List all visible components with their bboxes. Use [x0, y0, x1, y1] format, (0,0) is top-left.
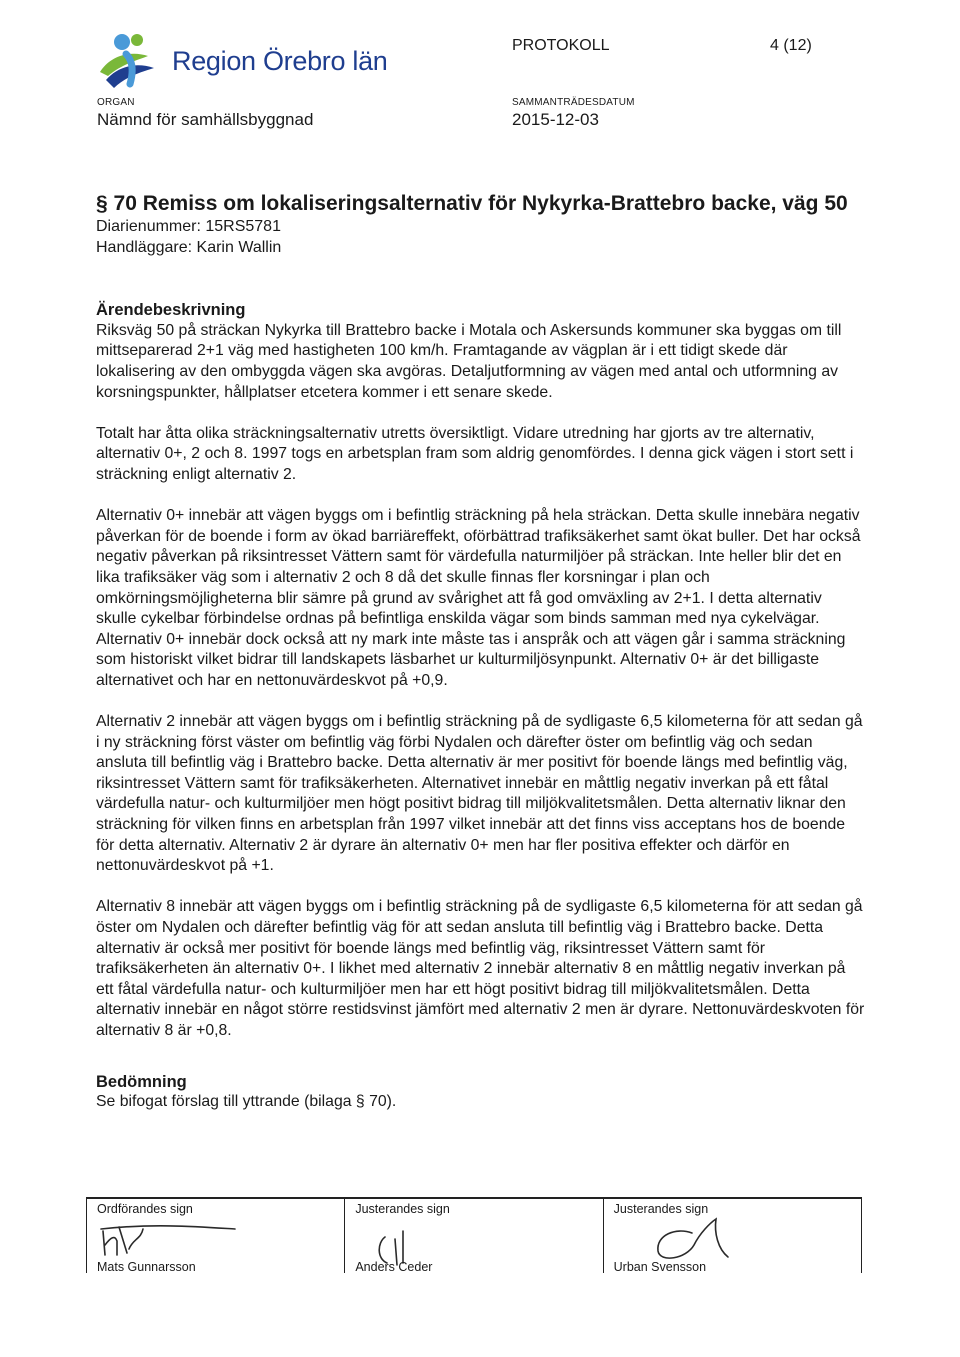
signature-label: Ordförandes sign — [97, 1202, 193, 1216]
meeting-date-label: SAMMANTRÄDESDATUM — [512, 97, 635, 108]
description-paragraph: Alternativ 8 innebär att vägen byggs om i befintlig sträckning på de sydligaste 6,5 kilometerna för att sedan gå öster om Nydalen och därefter befintlig väg för att sedan ansluta till befintlig väg i Brattebro backe. Detta alternativ är också mer positivt för boende längs med befintlig väg, riksintresset Vättern samt för trafiksäkerheten än alternativ 0+. I likhet med alternativ 2 innebär alternativ 8 en måttlig negativ inverkan på ett fåtal värdefulla natur- och kulturmiljöer men har ett högt positivt bidrag till miljökvalitetsmålen. Detta alternativ innebär en något större restidsvinst jämfört med alternativ 2 men är dyrare. Nettonuvärdeskvoten för alternativ 8 är +0,8. — [96, 898, 865, 1039]
item-title: § 70 Remiss om lokaliseringsalternativ för Nykyrka-Brattebro backe, väg 50 — [96, 192, 848, 215]
region-logo-text: Region Örebro län — [172, 46, 388, 76]
signatory-name: Mats Gunnarsson — [97, 1260, 196, 1274]
signatory-name: Anders Ceder — [355, 1260, 433, 1274]
signature-label: Justerandes sign — [613, 1202, 709, 1216]
document-type: PROTOKOLL — [512, 37, 610, 54]
page-number: 4 (12) — [770, 37, 812, 54]
assessment-heading: Bedömning — [96, 1072, 187, 1091]
description-paragraph: Riksväg 50 på sträckan Nykyrka till Brattebro backe i Motala och Askersunds kommuner ska byggas om till mittseparerad 2+1 väg med hastigheten 100 km/h. Framtagande av vägplan är i ett tidigt skede där lokalisering av den ombyggda vägen ska avgöras. Detaljutformning av vägen med antal och utformning av korsningspunkter, hållplatser etcetera kommer i ett senare skede. — [96, 321, 842, 401]
description-paragraph: Alternativ 0+ innebär att vägen byggs om i befintlig sträckning på hela sträckan. Detta skulle innebära negativ påverkan för de boende i form av ökad barriäreffekt, oförbättrad trafiksäkerhet samt ökat buller. Det har också negativ påverkan på riksintresset Vättern samt för värdefulla naturmiljöer på sträckan. Inte heller blir det en lika trafiksäker väg som i alternativ 2 och 8 då det skulle finnas fler korsningar i plan och omkörningsmöjligheterna blir sämre på grund av svårighet att få god omväxling av 2+1. I detta alternativ skulle cykelbar förbindelse ordnas på befintliga enskilda vägar som binds samman med nya cykelvägar. Alternativ 0+ innebär dock också att ny mark inte måste tas i anspråk och att vägen går i samma sträckning som historiskt vilket bidrar till landskapets läsbarhet ur kulturmiljösynpunkt. Alternativ 0+ är det billigaste alternativet och har en nettonuvärdeskvot på +0,9. — [96, 507, 861, 689]
signatory-name: Urban Svensson — [613, 1260, 707, 1274]
signature-cell-chair — [86, 1199, 344, 1273]
document-body — [96, 191, 866, 1113]
description-paragraph: Totalt har åtta olika sträckningsalternativ utretts översiktligt. Vidare utredning har gjorts av tre alternativ, alternativ 0+, 2 och 8. 1997 togs en arbetsplan fram som aldrig genomfördes. I denna gick vägen i stort sett i sträckning enligt alternativ 2. — [96, 424, 854, 483]
signature-cell-adjuster-2 — [603, 1199, 862, 1273]
signature-table — [86, 1197, 862, 1273]
org-value: Nämnd för samhällsbyggnad — [97, 110, 314, 129]
description-heading: Ärendebeskrivning — [96, 301, 246, 320]
region-logo-icon — [96, 30, 162, 92]
signature-label: Justerandes sign — [355, 1202, 450, 1216]
org-label: ORGAN — [97, 97, 135, 108]
signature-cell-adjuster-1 — [344, 1199, 602, 1273]
case-number: Diarienummer: 15RS5781 — [96, 218, 281, 235]
handwritten-signature-icon — [93, 1209, 243, 1259]
meeting-date-value: 2015-12-03 — [512, 110, 599, 129]
assessment-text: Se bifogat förslag till yttrande (bilaga § 70). — [96, 1093, 397, 1111]
case-handler: Handläggare: Karin Wallin — [96, 238, 282, 256]
description-paragraph: Alternativ 2 innebär att vägen byggs om i befintlig sträckning på de sydligaste 6,5 kilometerna för att sedan gå i ny sträckning först väster om befintlig väg förbi Nydalen och därefter öster om befintlig väg och sedan ansluta till befintlig väg i Brattebro backe. Detta alternativ är mer positivt för boende längs med befintlig väg, riksintresset Vättern samt för trafiksäkerheten. Alternativet innebär en måttlig negativ inverkan på ett fåtal värdefulla natur- och kulturmiljöer men högt positivt bidrag till miljökvalitetsmålen. Detta alternativ liknar den sträckning för vilken finns en arbetsplan från 1997 vilket innebär att det finns viss acceptans hos de boende för detta alternativ. Alternativ 2 är dyrare än alternativ 0+ men har fler positiva effekter och därför en nettonuvärdeskvot på +1. — [96, 713, 863, 875]
